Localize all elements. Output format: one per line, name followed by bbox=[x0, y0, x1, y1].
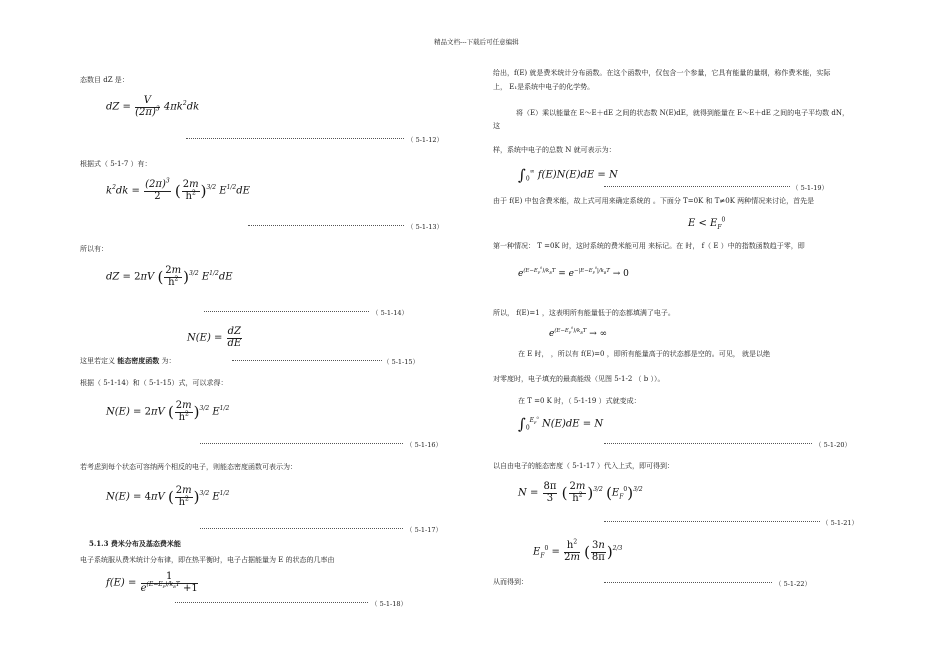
page-header: 精品文档---下载后可任意编辑 bbox=[434, 38, 519, 46]
paragraph-text: 态数目 dZ 是： bbox=[80, 76, 129, 84]
equation-limit-zero: $e^{(E-E_F^0)/k_BT} = e^{-|E-E_F^0|/k_BT} \to 0$ bbox=[518, 266, 629, 279]
dot-leader bbox=[200, 528, 403, 529]
equation-number: （ 5-1-14） bbox=[372, 309, 409, 317]
equation-number: （ 5-1-15） bbox=[383, 358, 420, 366]
dot-leader bbox=[604, 582, 772, 583]
paragraph-text: 所以有： bbox=[80, 245, 108, 253]
equation-fermi-energy: $E_F^0$ = $\frac{h^2}{2m}$ ( $\frac{3n}{8\pi}$ )$^{2/3}$ bbox=[533, 538, 623, 563]
dot-leader bbox=[604, 186, 790, 187]
paragraph-text: 根据式（ 5-1-7 ）有： bbox=[80, 160, 152, 168]
equation-number: （ 5-1-21） bbox=[822, 519, 859, 527]
paragraph-text: 从而得到： bbox=[493, 578, 528, 586]
dot-leader bbox=[175, 602, 368, 603]
equation-condition: $E < E_F^0$ bbox=[688, 216, 726, 231]
paragraph-text: 这里若定义 能态密度函数 为： bbox=[80, 356, 176, 365]
equation-number: （ 5-1-17） bbox=[406, 526, 443, 534]
equation-k2dk: $k^2dk$ = $\frac{(2\pi)^3}{2}$ ( $\frac{2m}{h^2}$ )$^{3/2}$ $E^{1/2}dE$ bbox=[106, 177, 250, 202]
paragraph-text: 这 bbox=[493, 122, 500, 130]
paragraph-text: 给出，f(E) 就是费米统计分布函数。在这个函数中，仅包含一个参量，它具有能量的量纲，称作费米能，实际 bbox=[493, 69, 831, 77]
dot-leader bbox=[232, 360, 382, 361]
paragraph-text: 对零度时，电子填充的最高能级（见图 5-1-2 （ b ））。 bbox=[493, 375, 665, 383]
equation-number: （ 5-1-18） bbox=[371, 600, 408, 608]
equation-total-N: $\int_0^\infty$ f(E)N(E)dE = N bbox=[518, 166, 618, 184]
paragraph-text: 在 E 时， ，所以有 f(E)=0 ，即所有能量高于的状态都是空的。可见， 就是以绝 bbox=[518, 350, 770, 358]
paragraph-text: 若考虑到每个状态可容纳两个相反的电子，则能态密度函数可表示为： bbox=[80, 463, 297, 471]
equation-total-N-zeroK: $\int_0^{E_F^0}$ N(E)dE = N bbox=[518, 415, 604, 433]
equation-limit-infinity: $e^{(E-E_F^0)/k_BT}$ → ∞ bbox=[549, 326, 608, 339]
equation-dZ-energy: dZ = 2πV ( $\frac{2m}{h^2}$ )$^{3/2}$ $E^{1/2}dE$ bbox=[106, 265, 233, 288]
paragraph-text: 电子系统服从费米统计分布律，即在热平衡时，电子占据能量为 E 的状态的几率由 bbox=[80, 556, 335, 564]
equation-number: （ 5-1-20） bbox=[815, 441, 852, 449]
equation-number: （ 5-1-12） bbox=[407, 136, 444, 144]
dot-leader bbox=[604, 443, 812, 444]
paragraph-text: 样，系统中电子的总数 N 就可表示为： bbox=[493, 146, 616, 154]
equation-NE-spin: N(E) = 4πV ( $\frac{2m}{h^2}$ )$^{3/2}$ $E^{1/2}$ bbox=[106, 485, 230, 508]
paragraph-text: 以自由电子的能态密度（ 5-1-17 ）代入上式，即可得到： bbox=[493, 462, 674, 470]
dot-leader bbox=[204, 311, 369, 312]
section-heading: 5.1.3 费米分布及基态费米能 bbox=[89, 539, 181, 548]
paragraph-text: 将（E）乘以能量在 E～E＋dE 之间的状态数 N(E)dE，就得到能量在 E～E＋dE 之间的电子平均数 dN， bbox=[516, 109, 849, 117]
equation-number: （ 5-1-19） bbox=[792, 184, 829, 192]
dot-leader bbox=[200, 443, 403, 444]
dot-leader bbox=[186, 138, 404, 139]
paragraph-text: 在 T =0 K 时，（ 5-1-19 ）式就变成： bbox=[518, 397, 641, 405]
equation-NE-def: N(E) = $\frac{dZ}{dE}$ bbox=[187, 326, 242, 349]
equation-NE: N(E) = 2πV ( $\frac{2m}{h^2}$ )$^{3/2}$ $E^{1/2}$ bbox=[106, 400, 230, 423]
paragraph-text: 第一种情况： T =0K 时，这时系统的费米能可用 来标记。在 时， f（ E ）中的指数函数趋于零，即 bbox=[493, 242, 805, 250]
dot-leader bbox=[248, 225, 404, 226]
equation-N-fermi: N = $\frac{8\pi}{3}$ ( $\frac{2m}{h^2}$ )$^{3/2}$ $(E_F^0)^{3/2}$ bbox=[518, 481, 643, 504]
paragraph-text: 根据（ 5-1-14）和（ 5-1-15）式，可以求得： bbox=[80, 379, 228, 387]
equation-number: （ 5-1-22） bbox=[775, 580, 812, 588]
paragraph-text: 由于 f(E) 中包含费米能，故上式可用来确定系统的 。下面分 T=0K 和 T≠0K 两种情况来讨论，首先是 bbox=[493, 197, 815, 205]
equation-dZ: dZ = $\frac{V}{(2\pi)^3}$ $4\pi k^2dk$ bbox=[106, 95, 200, 118]
paragraph-text: 上， E₁是系统中电子的化学势。 bbox=[493, 83, 595, 91]
paragraph-text: 所以， f(E)=1 ，这表明所有能量低于的态都填满了电子。 bbox=[493, 309, 675, 317]
equation-fermi-dirac: f(E) = $\frac{1}{e^{(E-E_F)/k_BT} +1}$ bbox=[106, 571, 198, 594]
dot-leader bbox=[604, 521, 820, 522]
equation-number: （ 5-1-13） bbox=[407, 223, 444, 231]
equation-number: （ 5-1-16） bbox=[406, 441, 443, 449]
